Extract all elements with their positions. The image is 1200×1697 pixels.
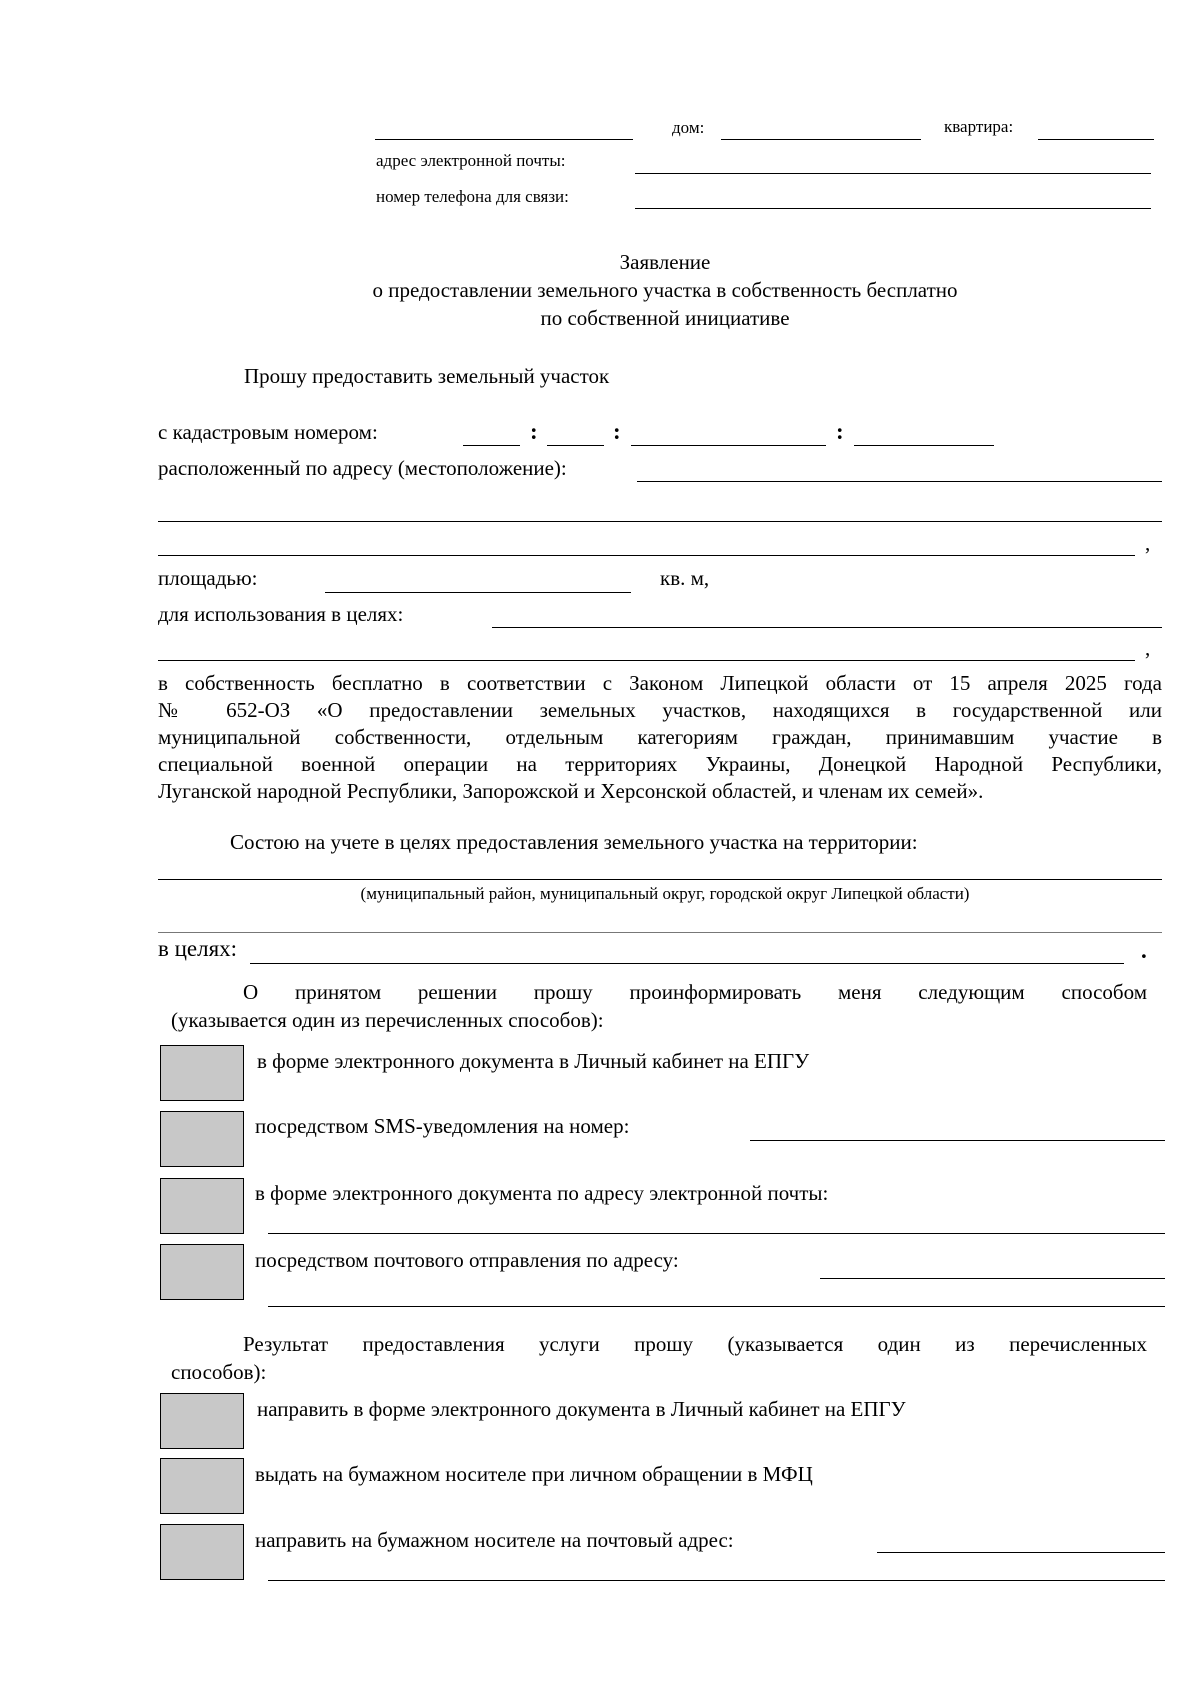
result-post-address-line-2[interactable]	[268, 1580, 1165, 1581]
purpose-label: для использования в целях:	[158, 602, 404, 626]
result-option-epgu-label: направить в форме электронного документа в Личный кабинет на ЕПГУ	[257, 1397, 906, 1421]
address-field-line-1[interactable]	[637, 481, 1162, 482]
cadastral-part-2[interactable]	[547, 445, 604, 446]
apartment-field-line[interactable]	[1038, 139, 1154, 140]
cadastral-label: с кадастровым номером:	[158, 420, 378, 444]
house-field-line[interactable]	[721, 139, 921, 140]
registration-purpose-line[interactable]	[250, 963, 1124, 964]
territory-field-line[interactable]	[158, 879, 1162, 880]
notify-email-field-line[interactable]	[268, 1233, 1165, 1234]
phone-field-line[interactable]	[635, 208, 1151, 209]
result-line-1: Результат предоставления услуги прошу (указывается один из перечисленных	[243, 1332, 1147, 1356]
document-subtitle-1: о предоставлении земельного участка в собственность бесплатно	[372, 278, 958, 302]
result-line-2: способов):	[171, 1360, 267, 1384]
purpose-field-line-1[interactable]	[492, 627, 1162, 628]
notify-option-sms-checkbox[interactable]	[160, 1111, 244, 1167]
area-unit: кв. м,	[660, 566, 710, 590]
phone-label: номер телефона для связи:	[376, 187, 569, 206]
cadastral-part-4[interactable]	[854, 445, 994, 446]
notify-option-post-checkbox[interactable]	[160, 1244, 244, 1300]
result-option-post-label: направить на бумажном носителе на почтовый адрес:	[255, 1528, 734, 1552]
cadastral-part-1[interactable]	[463, 445, 520, 446]
house-label: дом:	[672, 118, 705, 137]
notify-post-address-line-1[interactable]	[820, 1278, 1165, 1279]
area-label: площадью:	[158, 566, 258, 590]
cadastral-separator-3: :	[836, 419, 844, 444]
email-label: адрес электронной почты:	[376, 151, 566, 170]
email-field-line[interactable]	[635, 173, 1151, 174]
law-line-2: № 652-ОЗ «О предоставлении земельных участков, находящихся в государственной или	[158, 698, 1162, 722]
address-label: расположенный по адресу (местоположение):	[158, 456, 567, 480]
apartment-label: квартира:	[944, 117, 1014, 136]
notify-option-post-label: посредством почтового отправления по адресу:	[255, 1248, 679, 1272]
territory-caption: (муниципальный район, муниципальный округ, городской округ Липецкой области)	[360, 884, 970, 903]
cadastral-part-3[interactable]	[631, 445, 826, 446]
territory-caption-line	[158, 932, 1162, 933]
law-line-1: в собственность бесплатно в соответствии с Законом Липецкой области от 15 апреля 2025 года	[158, 671, 1162, 695]
notify-option-email-checkbox[interactable]	[160, 1178, 244, 1234]
registration-period: .	[1141, 938, 1147, 963]
notify-option-sms-label: посредством SMS-уведомления на номер:	[255, 1114, 630, 1138]
law-line-4: специальной военной операции на территориях Украины, Донецкой Народной Республики,	[158, 752, 1162, 776]
request-intro: Прошу предоставить земельный участок	[244, 364, 610, 388]
address-comma: ,	[1145, 531, 1151, 555]
area-field-line[interactable]	[325, 592, 631, 593]
result-post-address-line-1[interactable]	[877, 1552, 1165, 1553]
notify-option-epgu-checkbox[interactable]	[160, 1045, 244, 1101]
document-title: Заявление	[619, 250, 711, 274]
cadastral-separator-2: :	[613, 419, 621, 444]
document-subtitle-2: по собственной инициативе	[540, 306, 790, 330]
result-option-post-checkbox[interactable]	[160, 1524, 244, 1580]
result-option-mfc-checkbox[interactable]	[160, 1458, 244, 1514]
notify-line-1: О принятом решении прошу проинформировать меня следующим способом	[243, 980, 1147, 1004]
purpose-comma: ,	[1145, 636, 1151, 660]
notify-post-address-line-2[interactable]	[268, 1306, 1165, 1307]
cadastral-separator-1: :	[530, 419, 538, 444]
address-field-line-2[interactable]	[158, 521, 1162, 522]
purpose-field-line-2[interactable]	[158, 660, 1135, 661]
law-line-3: муниципальной собственности, отдельным категориям граждан, принимавшим участие в	[158, 725, 1162, 749]
registration-purpose-label: в целях:	[158, 936, 238, 961]
notify-option-epgu-label: в форме электронного документа в Личный кабинет на ЕПГУ	[257, 1049, 810, 1073]
result-option-epgu-checkbox[interactable]	[160, 1393, 244, 1449]
result-option-mfc-label: выдать на бумажном носителе при личном обращении в МФЦ	[255, 1462, 813, 1486]
registration-text: Состою на учете в целях предоставления земельного участка на территории:	[230, 830, 918, 854]
sms-number-field-line[interactable]	[750, 1140, 1165, 1141]
address-field-line-3[interactable]	[158, 555, 1135, 556]
notify-line-2: (указывается один из перечисленных способов):	[171, 1008, 604, 1032]
law-line-5: Луганской народной Республики, Запорожской и Херсонской областей, и членам их семей».	[158, 779, 984, 803]
notify-option-email-label: в форме электронного документа по адресу электронной почты:	[255, 1181, 829, 1205]
street-field-line[interactable]	[375, 139, 633, 140]
